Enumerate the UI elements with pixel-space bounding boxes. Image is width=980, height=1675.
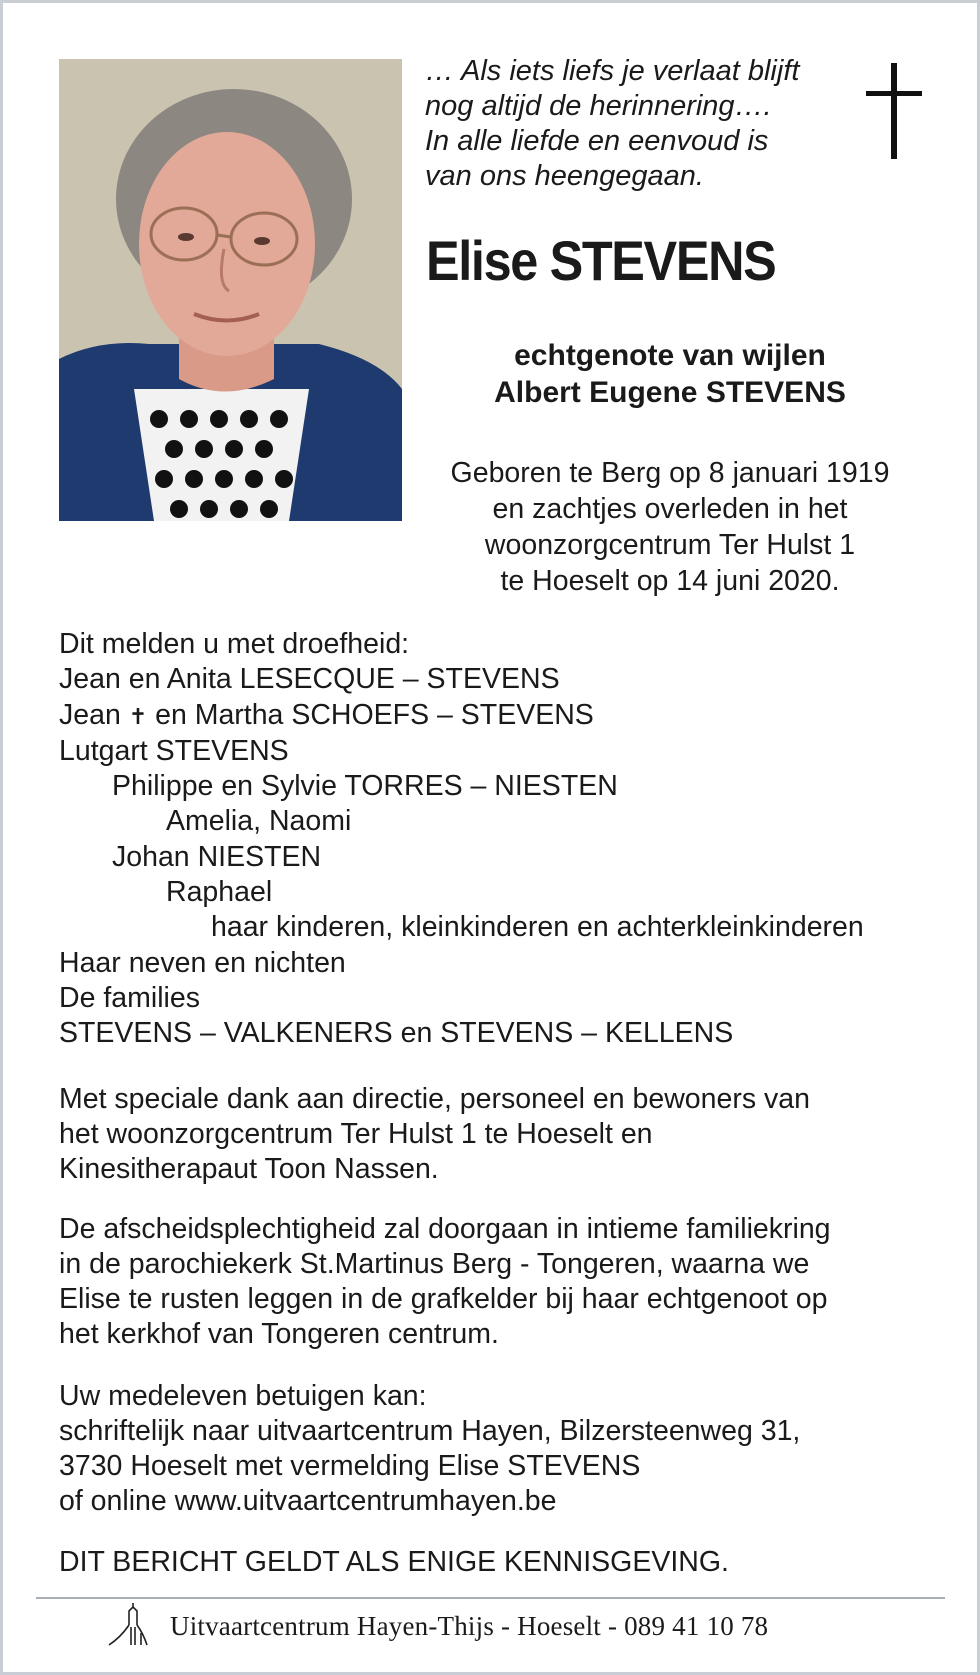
family-line: Raphael	[166, 876, 273, 909]
poem-line: nog altijd de herinnering….	[425, 90, 772, 122]
ceremony-line: in de parochiekerk St.Martinus Berg - Tongeren, waarna we	[59, 1248, 810, 1280]
portrait-photo	[59, 59, 402, 521]
footer-divider	[36, 1597, 945, 1599]
deceased-name: Elise STEVENS	[426, 229, 776, 292]
family-line: Haar neven en nichten	[59, 946, 346, 979]
condolence-line: schriftelijk naar uitvaartcentrum Hayen, Bilzersteenweg 31,	[59, 1415, 801, 1447]
family-intro: Dit melden u met droefheid:	[59, 628, 410, 660]
condolence-line: 3730 Hoeselt met vermelding Elise STEVENS	[59, 1450, 641, 1482]
cross-icon	[866, 63, 922, 159]
family-line: Lutgart STEVENS	[59, 734, 289, 767]
family-list	[59, 627, 864, 1052]
family-line: Amelia, Naomi	[166, 805, 352, 838]
spouse-line: Albert Eugene STEVENS	[494, 376, 846, 409]
family-line: Philippe en Sylvie TORRES – NIESTEN	[112, 770, 618, 803]
family-line: Johan NIESTEN	[112, 840, 322, 873]
birth-death-info	[425, 455, 915, 599]
dates-line: en zachtjes overleden in het	[492, 493, 848, 525]
deceased-cross-icon: ✝	[128, 703, 148, 729]
spouse-info	[425, 337, 915, 411]
ceremony-line: het kerkhof van Tongeren centrum.	[59, 1318, 499, 1350]
family-line-part: Jean	[59, 698, 129, 731]
funeral-home-logo-icon	[107, 1603, 157, 1653]
thanks-line: Met speciale dank aan directie, personeel en bewoners van	[59, 1083, 810, 1115]
thanks-paragraph	[59, 1082, 810, 1187]
spouse-line: echtgenote van wijlen	[514, 339, 826, 372]
family-line: STEVENS – VALKENERS en STEVENS – KELLENS	[59, 1017, 734, 1050]
family-line: haar kinderen, kleinkinderen en achterkleinkinderen	[211, 911, 864, 944]
family-line-part: en Martha SCHOEFS – STEVENS	[147, 698, 594, 731]
family-line: De families	[59, 981, 200, 1014]
ceremony-paragraph	[59, 1212, 831, 1352]
condolence-website: of online www.uitvaartcentrumhayen.be	[59, 1485, 557, 1517]
poem	[425, 54, 855, 194]
condolence-line: Uw medeleven betuigen kan:	[59, 1380, 427, 1412]
poem-line: In alle liefde en eenvoud is	[425, 125, 769, 157]
ceremony-line: De afscheidsplechtigheid zal doorgaan in intieme familiekring	[59, 1213, 831, 1245]
poem-line: … Als iets liefs je verlaat blijft	[425, 55, 800, 87]
thanks-line: Kinesitherapaut Toon Nassen.	[59, 1153, 439, 1185]
poem-line: van ons heengegaan.	[425, 160, 704, 192]
dates-line: woonzorgcentrum Ter Hulst 1	[484, 529, 856, 561]
thanks-line: het woonzorgcentrum Ter Hulst 1 te Hoeselt en	[59, 1118, 653, 1150]
ceremony-line: Elise te rusten leggen in de grafkelder bij haar echtgenoot op	[59, 1283, 828, 1315]
family-line: Jean en Anita LESECQUE – STEVENS	[59, 663, 560, 696]
dates-line: te Hoeselt op 14 juni 2020.	[500, 565, 840, 597]
condolence-paragraph	[59, 1379, 800, 1519]
family-line	[59, 698, 864, 734]
footer-contact: Uitvaartcentrum Hayen-Thijs - Hoeselt - 089 41 10 78	[170, 1611, 769, 1641]
notice-text: DIT BERICHT GELDT ALS ENIGE KENNISGEVING.	[59, 1546, 729, 1578]
dates-line: Geboren te Berg op 8 januari 1919	[450, 457, 890, 489]
